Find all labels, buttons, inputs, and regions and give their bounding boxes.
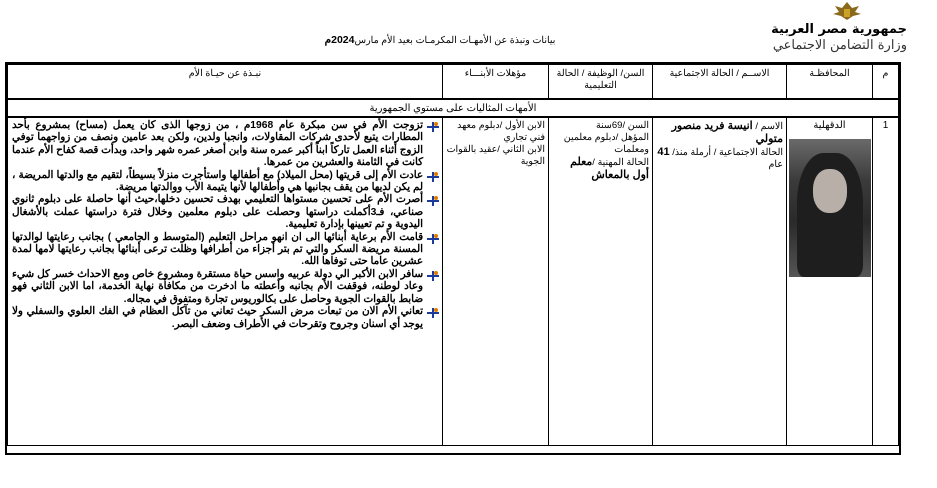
document-title	[260, 34, 620, 46]
list-item	[12, 120, 439, 170]
bio-cell	[8, 117, 443, 446]
bio-text: سافر الابن الأكبر الي دولة عربيه واسس حياة مستقرة ومشروع خاص ومع الاحداث خسر كل شيء وعاد لوطنه، فوقفت الأم بجانبه وأعطته ما ادخرت من مكافأة نهاية الخدمة، اما الابن الثاني فهو ضابط بالقوات الجوية وحاصل على بكالوريوس تجارة ومتفوق في مجاله.	[12, 268, 423, 305]
marital-status: الحالة الاجتماعية / أرملة منذ/	[672, 147, 783, 158]
col-header-kids: مؤهلات الأبنـــاء	[443, 65, 549, 100]
col-header-name: الاســم / الحالة الاجتماعية	[653, 65, 787, 100]
widow-years: 41	[657, 146, 670, 158]
table-row	[8, 117, 899, 446]
pin-bullet-icon	[427, 172, 439, 182]
list-item	[12, 306, 439, 331]
col-header-governorate: المحافظـة	[787, 65, 873, 100]
col-header-age: السن/ الوظيفة / الحالة التعليمية	[549, 65, 653, 100]
col-header-bio: نبـذة عن حيـاة الأم	[8, 65, 443, 100]
pin-bullet-icon	[427, 196, 439, 206]
document-title-text: بيانات ونبذة عن الأمهـات المكرمـات بعيد الأم مارس	[354, 35, 556, 46]
list-item	[12, 194, 439, 231]
age-cell	[549, 117, 653, 446]
document-title-year: 2024م	[324, 34, 355, 46]
pin-bullet-icon	[427, 308, 439, 318]
ministry-name: وزارة التضامن الاجتماعي	[772, 38, 907, 53]
qualification: المؤهل /دبلوم معلمين ومعلمات	[563, 132, 649, 155]
name-label: الاسم /	[752, 121, 783, 132]
ministry-header	[771, 22, 907, 54]
section-label: الأمهات المثاليات على مستوي الجمهورية	[8, 99, 899, 117]
list-item	[12, 170, 439, 195]
bio-text: تزوجت الأم في سن مبكرة عام 1968م ، من زوجها الذى كان يعمل (مساح) بمشروع بأحد المطارات يتبع لأحدى شركات المقاولات، وانجبا ولدين، ولكن بعد عامين ونصف من زواجهما توفي الزوج أثناء العمل تاركاً ابناً أكبر عمره سنة وابن أصغر عمره شهر واحد، وبدأت قصة كفاح الأم عندما كانت في الثامنة والعشرين من عمرها.	[12, 120, 423, 169]
kid-first: الابن الأول /دبلوم معهد فني تجاري	[457, 120, 545, 143]
governorate-name: الدقهلية	[813, 120, 846, 131]
bio-text: عادت الأم إلى قريتها (محل الميلاد) مع أطفالها واستأجرت منزلاً بسيطاً، لتقيم مع والدتها المريضة ، لم يكن لديها من يقف بجانبها هي وأطفالها لأنها يتيمة الأب ووالدتها مريضة.	[12, 169, 423, 194]
country-name: جمهورية مصر العربية	[771, 22, 907, 37]
pin-bullet-icon	[427, 234, 439, 244]
mothers-table	[5, 62, 901, 455]
governorate-cell	[787, 117, 873, 446]
pin-bullet-icon	[427, 271, 439, 281]
bio-text: أصرت الأم على تحسين مستواها التعليمي بهدف تحسين دخلها،حيث أنها حاصلة على دبلوم ثانوي صناعي، فـ3أكملت دراستها وحصلت على دبلوم معلمين وخلال فترة دراستها عملت بالأشغال اليدوية و تم تعيينها بإدارة تعليمية.	[12, 194, 423, 231]
list-item	[12, 269, 439, 306]
job-value: معلم أول بالمعاش	[570, 156, 649, 181]
table-header-row	[8, 65, 899, 100]
bio-list	[12, 120, 439, 331]
name-cell	[653, 117, 787, 446]
pin-bullet-icon	[427, 122, 439, 132]
widow-years-unit: عام	[768, 159, 783, 170]
col-header-num: م	[873, 65, 899, 100]
bio-text: قامت الأم برعاية أبنائها الى ان انهو مراحل التعليم (المتوسط و الجامعي ) بجانب رعايتها لوالدتها المسنة مريضة السكر والتي تم بتر أجزاء من أطرافها وظلت ترعى أبنائها بجانب رعايتها لامها لمدة عشرين عاما حتى توفاها الله.	[12, 231, 423, 268]
eagle-emblem-icon	[825, 0, 869, 20]
kid-second: الابن الثاني /عقيد بالقوات الجوية	[446, 144, 545, 167]
bio-text: تعاني الأم الان من تبعات مرض السكر حيث تعاني من تآكل العظام في الفك العلوي والسفلي ولا يوجد أي اسنان وجروح وتقرحات في الأطراف وضعف البصر.	[12, 306, 423, 330]
mother-name: انيسة فريد منصور متولي	[671, 120, 783, 145]
kids-cell	[443, 117, 549, 446]
section-row	[8, 99, 899, 117]
row-number: 1	[873, 117, 899, 446]
mother-photo	[789, 139, 871, 277]
job-label: الحالة المهنية /	[592, 157, 649, 168]
age-line: السن /69سنة	[595, 120, 649, 131]
list-item	[12, 232, 439, 269]
